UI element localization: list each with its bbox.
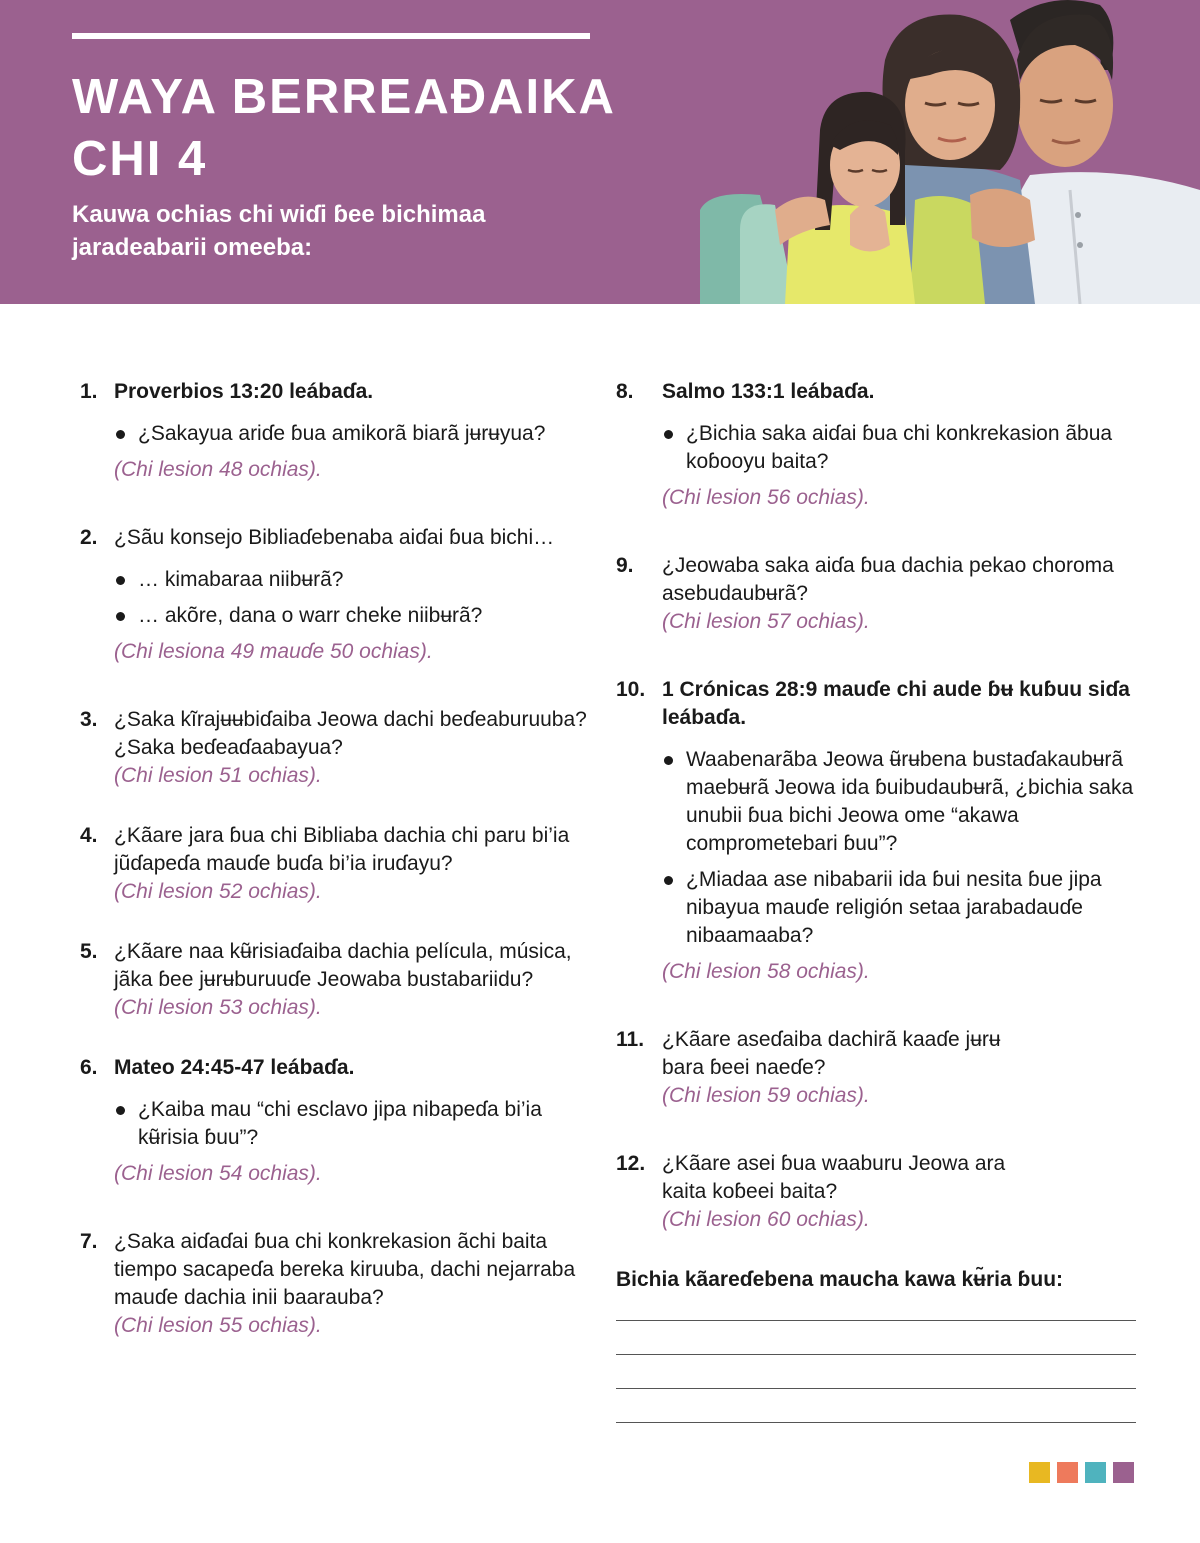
question-text: ¿Kãare aseɗaiba dachirã kaaɗe jʉrʉ bara ɓeei naeɗe? [662,1028,1001,1079]
question-number: 4. [80,824,98,847]
bullet-item: … kimabaraa niibʉrã? [114,566,592,594]
lesson-reference: (Chi lesion 60 ochias). [662,1208,870,1231]
question-bullets [662,746,1136,950]
question-number: 1. [80,380,98,403]
lesson-reference: (Chi lesion 51 ochias). [114,764,322,787]
page-title [72,66,632,190]
lesson-reference: (Chi lesion 58 ochias). [662,960,870,983]
question-9 [616,552,1136,636]
question-bullets [662,420,1136,476]
question-number: 2. [80,526,98,549]
question-text: ¿Kãare naa kʉ̃risiaɗaiba dachia película, música, jãka ɓee jʉrʉburuuɗe Jeowaba bustabariidu? [114,940,572,991]
bullet-item: ¿Bichia saka aiɗai ɓua chi konkrekasion ãbua koɓooyu baita? [662,420,1136,476]
question-2 [80,524,592,666]
question-number: 5. [80,940,98,963]
swatch-teal [1085,1462,1106,1483]
question-6 [80,1054,592,1188]
question-text: ¿Sãu konsejo Bibliaɗebenaba aiɗai ɓua bichi… [114,526,555,549]
bullet-item: ¿Miadaa ase nibabarii ida ɓui nesita ɓue jipa nibayua mauɗe religión setaa jarabadauɗe nibaamaaba? [662,866,1136,950]
question-text: ¿Kãare jara ɓua chi Bibliaba dachia chi paru bi’ia jũɗapeɗa mauɗe buɗa bi’ia iruɗayu? [114,824,570,875]
question-7 [80,1228,592,1340]
notes-prompt: Bichia kãareɗebena maucha kawa kʉ̃ria ɓuu: [616,1268,1064,1291]
family-praying-illustration [700,0,1200,304]
questions-column-right [616,378,1136,1423]
writing-line [616,1388,1136,1389]
question-5 [80,938,592,1022]
lesson-reference: (Chi lesion 54 ochias). [114,1162,322,1185]
writing-line [616,1354,1136,1355]
bullet-item: … akõre, dana o warr cheke niibʉrã? [114,602,592,630]
bullet-item: ¿Kaiba mau “chi esclavo jipa nibapeɗa bi’ia kʉ̃risia ɓuu”? [114,1096,592,1152]
subtitle-line-1: Kauwa ochias chi wiɗi ɓee bichimaa [72,201,486,228]
question-number: 3. [80,708,98,731]
bullet-item: Waabenarãba Jeowa ʉ̃rʉbena bustaɗakaubʉrã maebʉrã Jeowa ida ɓuibudaubʉrã, ¿bichia saka unubii ɓua bichi Jeowa ome “akawa comprometebari ɓuu”? [662,746,1136,858]
lesson-reference: (Chi lesion 48 ochias). [114,458,322,481]
lesson-reference: (Chi lesion 57 ochias). [662,610,870,633]
lesson-reference: (Chi lesion 55 ochias). [114,1314,322,1337]
question-8 [616,378,1136,512]
question-text: Proverbios 13:20 leábaɗa. [114,380,374,403]
lesson-reference: (Chi lesiona 49 mauɗe 50 ochias). [114,640,433,663]
subtitle-line-2: jaradeabarii omeeba: [72,234,313,261]
question-number: 11. [616,1028,645,1051]
question-text: ¿Saka aiɗaɗai ɓua chi konkrekasion ãchi baita tiempo sacapeɗa bereka kiruuba, dachi nejarraba mauɗe dachia inii baarauba? [114,1230,576,1309]
title-line-1: WAYA BERREAƉAIKA [72,70,616,124]
question-12 [616,1150,1136,1234]
lesson-reference: (Chi lesion 52 ochias). [114,880,322,903]
question-text: Salmo 133:1 leábaɗa. [662,380,875,403]
question-10 [616,676,1136,986]
writing-line [616,1422,1136,1423]
question-number: 8. [616,380,634,403]
question-text: ¿Saka kĩrajʉʉbiɗaiba Jeowa dachi beɗeaburuuba? ¿Saka beɗeaɗaabayua? [114,708,587,759]
question-text: Mateo 24:45-47 leábaɗa. [114,1056,355,1079]
lesson-reference: (Chi lesion 59 ochias). [662,1084,870,1107]
question-number: 10. [616,678,646,701]
question-4 [80,822,592,906]
question-1 [80,378,592,484]
title-line-2: CHI 4 [72,132,208,186]
header-rule [72,33,590,39]
bullet-item: ¿Sakayua ariɗe ɓua amikorã biarã jʉrʉyua? [114,420,592,448]
question-text: ¿Kãare asei ɓua waaburu Jeowa ara kaita koɓeei baita? [662,1152,1006,1203]
question-number: 6. [80,1056,98,1079]
question-3 [80,706,592,790]
lesson-reference: (Chi lesion 56 ochias). [662,486,870,509]
question-number: 9. [616,554,634,577]
question-11 [616,1026,1136,1110]
question-number: 12. [616,1152,646,1175]
swatch-purple [1113,1462,1134,1483]
header-banner [0,0,1200,304]
page-subtitle [72,198,632,264]
question-bullets [114,566,592,630]
question-text: 1 Crónicas 28:9 mauɗe chi aude ɓʉ kuɓuu siɗa leábaɗa. [662,678,1130,729]
writing-line [616,1320,1136,1321]
questions-column-left [80,378,592,1340]
swatch-orange [1057,1462,1078,1483]
question-bullets [114,420,592,448]
swatch-yellow [1029,1462,1050,1483]
question-bullets [114,1096,592,1152]
question-text: ¿Jeowaba saka aiɗa ɓua dachia pekao choroma asebudaubʉrã? [662,554,1114,605]
color-swatches [1029,1462,1134,1483]
lesson-reference: (Chi lesion 53 ochias). [114,996,322,1019]
question-number: 7. [80,1230,98,1253]
